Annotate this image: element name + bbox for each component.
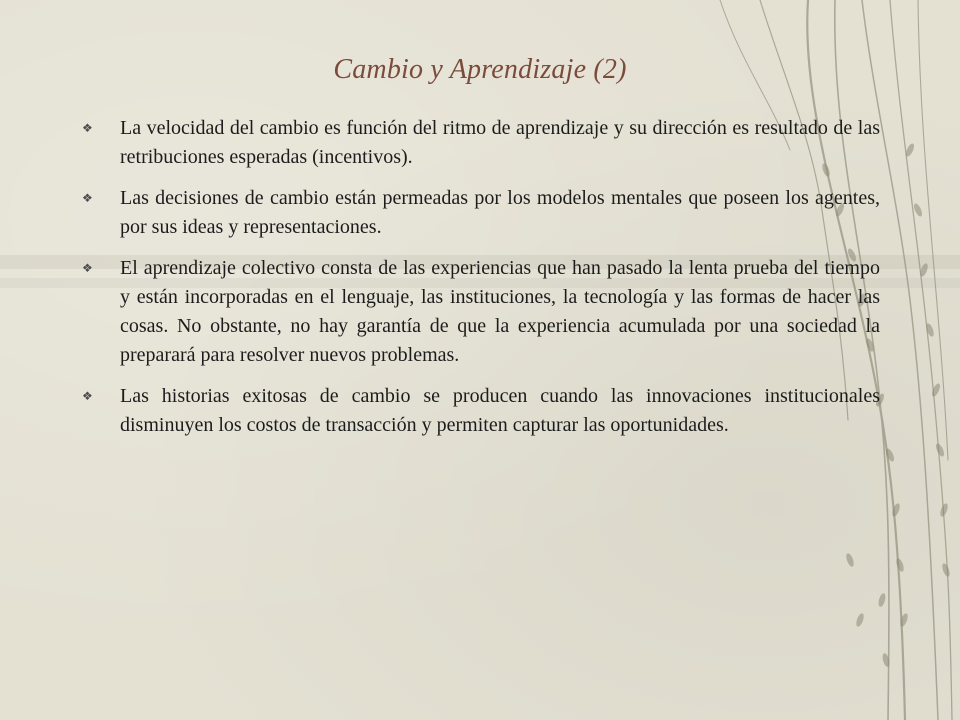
- four-petal-diamond-icon: ❖: [82, 261, 93, 275]
- four-petal-diamond-icon: ❖: [82, 191, 93, 205]
- bullet-item: [80, 184, 880, 242]
- four-petal-diamond-icon: ❖: [82, 389, 93, 403]
- bullet-item: [80, 382, 880, 440]
- bullet-list: [80, 114, 880, 452]
- bullet-item: [80, 114, 880, 172]
- four-petal-diamond-icon: ❖: [82, 121, 93, 135]
- bullet-text: Las decisiones de cambio están permeadas por los modelos mentales que poseen los agentes, por sus ideas y representaciones.: [120, 187, 880, 238]
- bullet-text: Las historias exitosas de cambio se producen cuando las innovaciones institucionales disminuyen los costos de transacción y permiten capturar las oportunidades.: [120, 385, 880, 436]
- bullet-item: [80, 254, 880, 370]
- bullet-text: La velocidad del cambio es función del ritmo de aprendizaje y su dirección es resultado de las retribuciones esperadas (incentivos).: [120, 117, 880, 168]
- slide-title: Cambio y Aprendizaje (2): [333, 54, 627, 85]
- bullet-text: El aprendizaje colectivo consta de las experiencias que han pasado la lenta prueba del tiempo y están incorporadas en el lenguaje, las instituciones, la tecnología y las formas de hacer las cosas. No obstante, no hay garantía de que la experiencia acumulada por una sociedad la preparará para resolver nuevos problemas.: [120, 257, 880, 366]
